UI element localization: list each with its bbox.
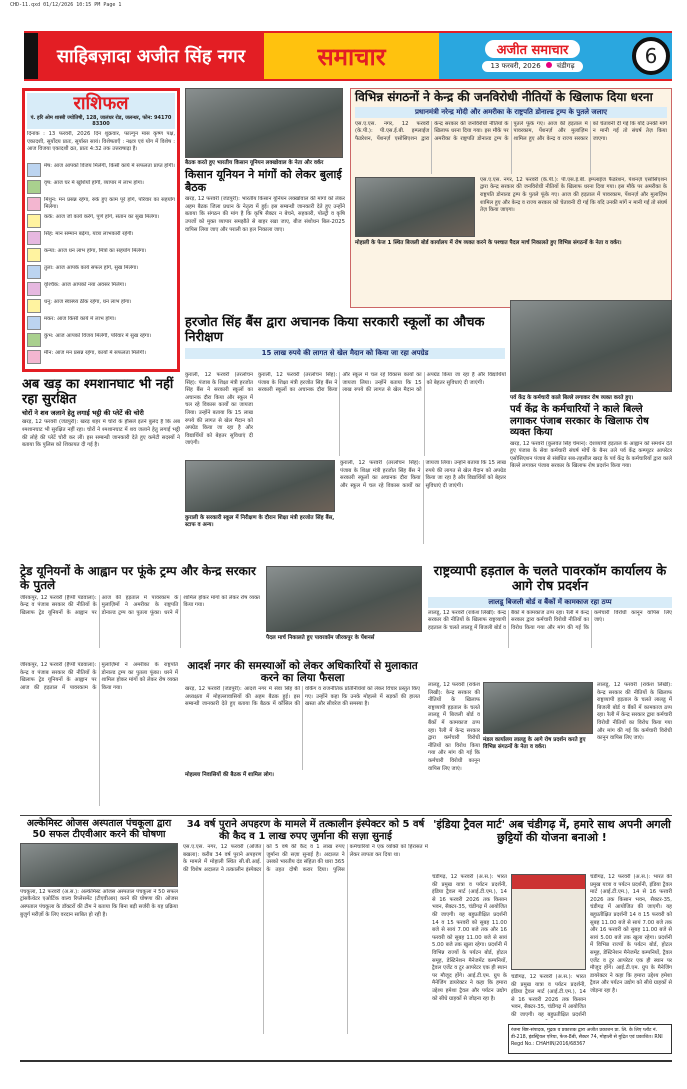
- bains-headline: हरजोत सिंह बैंस द्वारा अचानक किया सरकारी स्कूलों का औचक निरीक्षण: [185, 315, 485, 345]
- kisan-headline: किसान यूनियन ने मांगों को लेकर बुलाई बैठक: [185, 168, 342, 194]
- sign-item: [27, 179, 175, 195]
- dharna-box: [350, 88, 672, 308]
- dharna-body-cont: एस.ए.एस. नगर, 12 फरवरी (के.पी.): पी.एस.ई.बी. इम्प्लाईज फैडरेशन, पेंशनर्ज़ एसोसिएशन द्वारा केन्द्र सरकार की जनविरोधी नीतियों के खिलाफ धरना दिया गया। इस मौके पर अमरीका के राष्ट्रपति डोनाल्ड ट्रम्प के पुतले फूंके गए। आज की हड़ताल में पावरकाम, पेंशनर्ज़ और मुलाज़िम शामिल हुए और केन्द्र व राज्य सरकार को चेतावनी दी गई कि यदि उनकी मांगें न मानी गईं तो संघर्ष तेज़ किया जाएगा।: [480, 176, 667, 214]
- trade-headline: ट्रेड यूनियनों के आह्वान पर फूंके ट्रम्प और केन्द्र सरकार के पुतले: [20, 564, 256, 592]
- sign-text: सिंह: मान सम्मान बढ़ेगा, यात्रा लाभकारी रहेगी।: [44, 230, 134, 237]
- powercom-body: लालडू, 12 फरवरी (राकेश लिखी): केन्द्र सरकार की नीतियों के खिलाफ राष्ट्रव्यापी हड़ताल के चलते लालडू में बिजली बोर्ड व बैंकों में कामकाज ठप्प रहा। रैली में केन्द्र सरकार द्वारा कर्मचारी विरोधी नीतियों का विरोध किया गया और मांग की गई कि कर्मचारी विरोधी कानून वापिस लिए जाएं।: [428, 609, 672, 632]
- sign-item: [27, 281, 175, 297]
- parv-headline: पर्व केंद्र के कर्मचारियों ने काले बिल्ले लगाकर पंजाब सरकार के खिलाफ रोष व्यक्त किया: [510, 404, 649, 438]
- rashifal-source: पं. हरि ओम शास्त्री ज्योतिषी, 128, जालंधर रोड, जलन्धर, फोन: 94170 83300: [27, 115, 175, 129]
- shamshan-story: [22, 378, 180, 518]
- shamshan-body: खरड़, 12 फरवरी (जंडपुरी): खरड़ शहर में चोरों के हौसले इतने बुलंद हैं कि अब श्मशानघाट भी सुरक्षित नहीं रहा। चोरों ने श्मशानघाट में शव जलाने हेतु लगाई भट्ठी की लोहे की प्लेटें चोरी कर लीं। इस सम्बन्धी जानकारी देते हुए कमेटी सदस्यों ने बताया कि पुलिस को शिकायत दी गई है।: [22, 419, 180, 449]
- sign-item: [27, 349, 175, 365]
- bains-subhead: 15 लाख रुपये की लागत से खेल मैदान को किया जा रहा अपग्रेड: [185, 348, 505, 359]
- kidnap-story: [183, 819, 428, 1034]
- scorpio-icon: [27, 282, 41, 296]
- date: 13 फरवरी, 2026: [490, 62, 541, 70]
- alchemist-photo: [20, 843, 178, 887]
- bains-body: कुराली, 12 फरवरी (तरलोचन सिंह): पंजाब के शिक्षा मंत्री हरजोत सिंह बैंस ने सरकारी स्कूलों का अचानक दौरा किया और स्कूल में चल रहे विकास कार्यों का जायजा लिया। उन्होंने बताया कि 15 लाख रुपये की लागत से खेल मैदान को अपग्रेड किया जा रहा है और विद्यार्थियों को बेहतर सुविधाएं दी जाएंगी।: [185, 372, 253, 447]
- powercom-body-left: लालडू, 12 फरवरी (राकेश लिखी): केन्द्र सरकार की नीतियों के खिलाफ राष्ट्रव्यापी हड़ताल के चलते लालडू में बिजली बोर्ड व बैंकों में कामकाज ठप्प रहा। रैली में केन्द्र सरकार द्वारा कर्मचारी विरोधी नीतियों का विरोध किया गया और मांग की गई कि कर्मचारी विरोधी कानून वापिस लिए जाएं।: [428, 682, 480, 772]
- sign-text: वृश्चिक: आज आपको नया अवसर मिलेगा।: [44, 281, 127, 288]
- dharna-headline: विभिन्न संगठनों ने केन्द्र की जनविरोधी नीतियों के खिलाफ दिया धरना: [355, 90, 653, 104]
- sign-item: [27, 264, 175, 280]
- rashifal-intro: दिनांक : 13 फरवरी, 2026 दिन शुक्रवार, फाल्गुन मास कृष्ण पक्ष, एकादशी, सूर्योदय प्रातः, सूर्यास्त सायं। विशेषताएँ : नक्षत्र एवं योग में विशेष : आज विजया एकादशी व्रत, प्रातः 4:32 तक उत्तराषाढ़ा है।: [27, 131, 175, 153]
- dharna-subhead: प्रधानमंत्री नरेन्द्र मोदी और अमरीका के राष्ट्रपति डोनाल्ड ट्रम्प के पुतले जलाए: [355, 107, 667, 118]
- gemini-icon: [27, 197, 41, 211]
- sign-text: वृष: आज घर में खुशियाँ होंगी, व्यापार में लाभ होगा।: [44, 179, 144, 186]
- sign-text: तुला: आज आपके कार्य सफल होंगे, सुख मिलेगा।: [44, 264, 139, 271]
- parv-photo: [510, 300, 672, 392]
- section-title: साहिबज़ादा अजीत सिंह नगर: [24, 33, 264, 79]
- dharna-photo: [355, 177, 475, 237]
- sign-item: [27, 196, 175, 212]
- kisan-story: [185, 160, 345, 287]
- sagittarius-icon: [27, 299, 41, 313]
- kidnap-body: एस.ए.एस. नगर, 12 फरवरी (अजित बखला): करीब 34 वर्ष पुराने अपहरण के मामले में मोहाली स्थित सी.बी.आई. की विशेष अदालत ने तत्कालीन इंस्पेक्टर को 5 वर्ष की कैद व 1 लाख रुपए जुर्माना की सज़ा सुनाई है। अदालत ने उसको भारतीय दंड संहिता की धारा 365 के तहत दोषी करार दिया। पुलिस कर्मचारियों ने एक व्यक्ति को हिरासत में लेकर लापता कर दिया था।: [183, 844, 428, 873]
- sign-list: [27, 162, 175, 365]
- rashifal-title: राशिफल: [27, 93, 175, 115]
- paper-name: अजीत समाचार: [485, 40, 581, 58]
- trade-body-cont: जीरकपुर, 12 फरवरी (हैप्पी पंडवाला): केन्द्र व पंजाब सरकार की नीतियों के खिलाफ ट्रेड यूनियनों के आह्वान पर आज की हड़ताल में पावरकाम के मुलाज़िमों ने अमरीका के राष्ट्रपति डोनाल्ड ट्रम्प का पुतला फूंका। धरने में शामिल होकर मांगों को लेकर रोष व्यक्त किया गया।: [20, 662, 178, 691]
- kisan-body: खरड़, 12 फरवरी (जंडपुरी): भारतीय किसान यूनियन लक्खोवाल की मांगों को लेकर अहम बैठक जिला प्रधान के नेतृत्व में हुई। इस सम्बन्धी जानकारी देते हुए उन्होंने बताया कि संगठन की मांग है कि कृषि सैक्टर न बेचने, सहकारी, पोल्ट्री व कृषि उपजों को मुक्त व्यापार समझौते से बाहर रखा जाए, बीज संशोधन बिल-2025 वापिस लिया जाए और पराली का हल निकाला जाए।: [185, 196, 345, 233]
- dharna-body: एस.ए.एस. नगर, 12 फरवरी (के.पी.): पी.एस.ई.बी. इम्प्लाईज फैडरेशन, पेंशनर्ज़ एसोसिएशन द्वारा केन्द्र सरकार की जनविरोधी नीतियों के खिलाफ धरना दिया गया। इस मौके पर अमरीका के राष्ट्रपति डोनाल्ड ट्रम्प के पुतले फूंके गए। आज की हड़ताल में पावरकाम, पेंशनर्ज़ और मुलाज़िम शामिल हुए और केन्द्र व राज्य सरकार को चेतावनी दी गई कि यदि उनकी मांगें न मानी गईं तो संघर्ष तेज़ किया जाएगा।: [355, 120, 667, 142]
- shamshan-headline: अब खड़ का श्मशानघाट भी नहीं रहा सुरक्षित: [22, 377, 174, 407]
- shamshan-subhead: चोरों ने शव जलाने हेतु लगाई भट्ठी की प्लेटें की चोरी: [22, 408, 144, 417]
- virgo-icon: [27, 248, 41, 262]
- alchemist-story: [20, 819, 178, 1026]
- imprint-box: रंजना बिष्ट-संपादक, मुद्रक व प्रकाशक द्वारा अजीत प्रकाशन प्रा. लि. के लिए प्लॉट नं. डी-218, इंडस्ट्रियल एरिया, फेज-8बी, सैक्टर 74, मोहाली से मुद्रित एवं प्रकाशित। RNI Regd No.: CHAHIN/2016/68367: [508, 1024, 672, 1054]
- sign-item: [27, 162, 175, 178]
- alchemist-headline: अल्केमिस्ट ओजस अस्पताल पंचकूला द्वारा 50 सफल टीएवीआर करने की घोषणा: [26, 818, 172, 840]
- parv-caption: पर्व केंद्र के कर्मचारी काले बिल्ले लगाकर रोष व्यक्त करते हुए।: [510, 395, 634, 401]
- date-line: [482, 61, 582, 72]
- pisces-icon: [27, 350, 41, 364]
- rashifal-box: [22, 88, 180, 372]
- alchemist-body: पंचकूला, 12 फरवरी (अ.स.): अल्केमिस्ट ओजस अस्पताल पंचकूला ने 50 सफल ट्रांसकैथेटर एओर्टिक वाल्व रिप्लेसमेंट (टीएवीआर) करने की घोषणा की। ओजस अस्पताल पंचकूला के डॉक्टरों की टीम ने बताया कि बिना बड़ी सर्जरी के यह प्रक्रिया बुज़ुर्ग मरीज़ों के लिए वरदान साबित हो रही है।: [20, 888, 178, 918]
- adarsh-headline: आदर्श नगर की समस्याओं को लेकर अधिकारियों से मुलाकात करने का लिया फैसला: [187, 660, 418, 685]
- dot-icon: [546, 62, 552, 68]
- powercom-caption: मंडल कार्यालय लालडू के आगे रोष प्रदर्शन करते हुए विभिन्न संगठनों के नेता व वर्कर।: [483, 737, 586, 750]
- parv-story: [510, 395, 672, 524]
- sign-text: धनु: आज स्वास्थ्य ठीक रहेगा, धन लाभ होगा।: [44, 298, 132, 305]
- divider: [20, 815, 672, 816]
- libra-icon: [27, 265, 41, 279]
- powercom-subhead: लालडू बिजली बोर्ड व बैंकों में कामकाज रहा ठप्प: [428, 597, 672, 608]
- powercom-body-right: लालडू, 12 फरवरी (राकेश लिखी): केन्द्र सरकार की नीतियों के खिलाफ राष्ट्रव्यापी हड़ताल के चलते लालडू में बिजली बोर्ड व बैंकों में कामकाज ठप्प रहा। रैली में केन्द्र सरकार द्वारा कर्मचारी विरोधी नीतियों का विरोध किया गया और मांग की गई कि कर्मचारी विरोधी कानून वापिस लिए जाएं।: [597, 682, 672, 742]
- paper-info: [439, 33, 672, 79]
- sign-item: [27, 332, 175, 348]
- travel-body-right: चंडीगढ़, 12 फरवरी (अ.स.): भारत की प्रमुख यात्रा व पर्यटन प्रदर्शनी, इंडिया ट्रैवल मार्ट (आई.टी.एम.), 14 से 16 फरवरी 2026 तक किसान भवन, सैक्टर-35, चंडीगढ़ में आयोजित की जाएगी। यह बहुप्रतीक्षित प्रदर्शनी 14 व 15 फरवरी को सुबह 11.00 बजे से सायं 7.00 बजे तक और 16 फरवरी को सुबह 11.00 बजे से सायं 5.00 बजे तक खुला रहेगा। प्रदर्शनी में विभिन्न राज्यों के पर्यटन बोर्ड, होटल समूह, डेस्टिनेशन मैनेजमेंट कम्पनियों, ट्रैवल एजेंट व टूर आपरेटर एक ही स्थान पर मौजूद होंगे। आई.टी.एम. ग्रुप के मैनेजिंग डायरेक्टर ने कहा कि हमारा उद्देश्य हमेशा ट्रैवल और पर्यटन उद्योग को सीधे ग्राहकों से जोड़ना रहा है।: [590, 874, 672, 994]
- sign-text: मिथुन: मन प्रसन्न रहेगा, रुके हुए काम पूरे होंगे, परिवार का सहयोग मिलेगा।: [44, 196, 175, 211]
- aries-icon: [27, 163, 41, 177]
- sign-text: कन्या: आज धन लाभ होगा, मित्रों का सहयोग मिलेगा।: [44, 247, 147, 254]
- kidnap-headline: 34 वर्ष पुराने अपहरण के मामले में तत्कालीन इंस्पेक्टर को 5 वर्ष की कैद व 1 लाख रुपए जुर्माना की सज़ा सुनाई: [186, 819, 425, 842]
- sign-text: कुंभ: आज आपको विजय मिलेगी, परिवार में सुख रहेगा।: [44, 332, 152, 339]
- bains-caption: कुराली के सरकारी स्कूल में निरीक्षण के दौरान शिक्षा मंत्री हरजोत सिंह बैंस, स्टाफ व अन्य।: [185, 515, 335, 528]
- trade-story: [20, 565, 260, 648]
- sign-item: [27, 213, 175, 229]
- bottom-rule: [20, 1060, 672, 1062]
- sign-text: मकर: आज किसी कार्य में लाभ होगा।: [44, 315, 116, 322]
- sign-item: [27, 298, 175, 314]
- masthead: [24, 31, 672, 81]
- sign-text: कर्क: आज जो कार्य करेंगे, पूर्ण होंगे, संतान का सुख मिलेगा।: [44, 213, 160, 220]
- travel-photo: [511, 874, 586, 970]
- sign-item: [27, 247, 175, 263]
- sign-text: मीन: आज मन प्रसन्न रहेगा, कार्यों में सफलता मिलेगी।: [44, 349, 147, 356]
- adarsh-story: [185, 660, 420, 779]
- adarsh-body: खरड़, 12 फरवरी (जंडपुरी): आदर्श नगर में सेवा सिंह की अध्यक्षता में मोहल्लावासियों की अहम बैठक हुई। इस सम्बन्धी जानकारी देते हुए बताया कि बैठक में कौंसिल की वर्किंग व राजनीतिक प्रतिनिधियों को लेकर विचार प्रस्तुत किए गए। उन्होंने कहा कि उनके मोहल्ले में सड़कों की हालत खस्ता और सीवरेज की समस्या है।: [185, 686, 420, 708]
- city: चंडीगढ़: [556, 62, 575, 70]
- samachar-label: समाचार: [264, 33, 439, 79]
- kisan-photo: [185, 88, 343, 158]
- bains-body-cont: कुराली, 12 फरवरी (तरलोचन सिंह): पंजाब के शिक्षा मंत्री हरजोत सिंह बैंस ने सरकारी स्कूलों का अचानक दौरा किया और स्कूल में चल रहे विकास कार्यों का जायजा लिया। उन्होंने बताया कि 15 लाख रुपये की लागत से खेल मैदान को अपग्रेड किया जा रहा है और विद्यार्थियों को बेहतर सुविधाएं दी जाएंगी।: [258, 372, 506, 394]
- powercom-headline: राष्ट्रव्यापी हड़ताल के चलते पावरकॉम कार्यालय के आगे रोष प्रदर्शन: [433, 564, 667, 594]
- dharna-caption: मोहाली के फेज 1 स्थित बिजली बोर्ड कार्यालय में रोष व्यक्त करने के पश्चात पैदल मार्च निकालते हुए विभिन्न संगठनों के नेता व वर्कर।: [355, 239, 622, 246]
- sign-text: मेष: आज आपको विजय मिलेगी, किसी कार्य में सफलता प्राप्त होगी।: [44, 162, 175, 169]
- travel-body-mid: चंडीगढ़, 12 फरवरी (अ.स.): भारत की प्रमुख यात्रा व पर्यटन प्रदर्शनी, इंडिया ट्रैवल मार्ट (आई.टी.एम.), 14 से 16 फरवरी 2026 तक किसान भवन, सैक्टर-35, चंडीगढ़ में आयोजित की जाएगी। यह बहुप्रतीक्षित प्रदर्शनी: [511, 974, 586, 1018]
- cancer-icon: [27, 214, 41, 228]
- page-number: 6: [632, 37, 670, 75]
- bains-photo-2: [185, 460, 335, 512]
- travel-body: चंडीगढ़, 12 फरवरी (अ.स.): भारत की प्रमुख यात्रा व पर्यटन प्रदर्शनी, इंडिया ट्रैवल मार्ट (आई.टी.एम.), 14 से 16 फरवरी 2026 तक किसान भवन, सैक्टर-35, चंडीगढ़ में आयोजित की जाएगी। यह बहुप्रतीक्षित प्रदर्शनी 14 व 15 फरवरी को सुबह 11.00 बजे से सायं 7.00 बजे तक और 16 फरवरी को सुबह 11.00 बजे से सायं 5.00 बजे तक खुला रहेगा। प्रदर्शनी में विभिन्न राज्यों के पर्यटन बोर्ड, होटल समूह, डेस्टिनेशन मैनेजमेंट कम्पनियों, ट्रैवल एजेंट व टूर आपरेटर एक ही स्थान पर मौजूद होंगे। आई.टी.एम. ग्रुप के मैनेजिंग डायरेक्टर ने कहा कि हमारा उद्देश्य हमेशा ट्रैवल और पर्यटन उद्योग को सीधे ग्राहकों से जोड़ना रहा है।: [432, 874, 507, 1002]
- trade-caption: पैदल मार्च निकालते हुए पावरकॉम जीरकपुर के पेंशनर्स: [266, 635, 375, 641]
- trade-photo: [266, 566, 422, 632]
- bains-body-more: कुराली, 12 फरवरी (तरलोचन सिंह): पंजाब के शिक्षा मंत्री हरजोत सिंह बैंस ने सरकारी स्कूलों का अचानक दौरा किया और स्कूल में चल रहे विकास कार्यों का जायजा लिया। उन्होंने बताया कि 15 लाख रुपये की लागत से खेल मैदान को अपग्रेड किया जा रहा है और विद्यार्थियों को बेहतर सुविधाएं दी जाएंगी।: [340, 460, 506, 489]
- leo-icon: [27, 231, 41, 245]
- powercom-story: [428, 565, 672, 648]
- taurus-icon: [27, 180, 41, 194]
- sign-item: [27, 230, 175, 246]
- travel-headline: 'इंडिया ट्रैवल मार्ट' अब चंडीगढ़ में, हमारे साथ अपनी अगली छुट्टियों की योजना बनाओ !: [433, 818, 671, 844]
- bains-head: [185, 316, 505, 359]
- adarsh-caption: मोहल्ला निवासियों की बैठक में शामिल लोग।: [185, 771, 274, 778]
- print-slug: CHD-11.qxd 01/12/2026 10:15 PM Page 1: [10, 2, 122, 8]
- kisan-caption: बैठक करते हुए भारतीय किसान यूनियन लक्खोवाल के नेता और वर्कर: [185, 160, 324, 166]
- parv-body: खरड़, 12 फरवरी (कुलवंत सिंह चेमान): देशव्यापी हड़ताल के आह्वान को समर्थन देते हुए पंजाब के सेवा कर्मचारी संघर्ष मोर्चे के बैनर तले पर्व केंद्र कम्प्यूटर आपरेटर एसोसिएशन पंजाब से संबंधित सब-तहसील खरड़ के पर्व केंद्र के कर्मचारियों द्वारा काले बिल्ले लगाकर पंजाब सरकार के खिलाफ रोष प्रदर्शन किया गया।: [510, 440, 672, 470]
- powercom-photo: [483, 682, 593, 734]
- aquarius-icon: [27, 333, 41, 347]
- trade-body: जीरकपुर, 12 फरवरी (हैप्पी पंडवाला): केन्द्र व पंजाब सरकार की नीतियों के खिलाफ ट्रेड यूनियनों के आह्वान पर आज की हड़ताल में पावरकाम के मुलाज़िमों ने अमरीका के राष्ट्रपति डोनाल्ड ट्रम्प का पुतला फूंका। धरने में शामिल होकर मांगों को लेकर रोष व्यक्त किया गया।: [20, 594, 260, 616]
- sign-item: [27, 315, 175, 331]
- capricorn-icon: [27, 316, 41, 330]
